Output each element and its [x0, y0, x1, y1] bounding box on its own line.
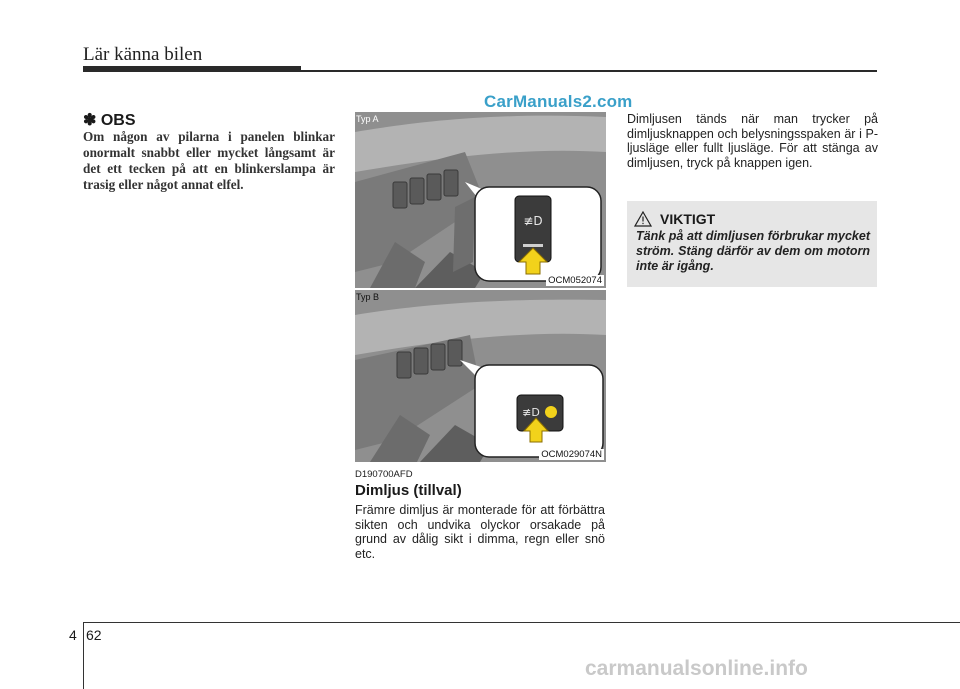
- footer-rule-vertical: [83, 622, 84, 689]
- obs-text: Om någon av pilarna i panelen blinkar onormalt snabbt eller mycket långsamt är det ett tecken på att en blinkerslampa är trasig eller något annat elfel.: [83, 129, 335, 192]
- page-number: 62: [86, 627, 102, 643]
- figure-b-illustration: [355, 290, 606, 462]
- warning-triangle-icon: [634, 211, 652, 227]
- section-title: Dimljus (tillval): [355, 482, 462, 499]
- page-header-title: Lär känna bilen: [83, 44, 203, 65]
- svg-text:≢D: ≢D: [523, 214, 543, 228]
- figure-a-label: Typ A: [356, 114, 379, 124]
- obs-heading: ✽ OBS: [83, 112, 136, 129]
- right-column-text: Dimljusen tänds när man trycker på dimljusknappen och belysningsspaken är i P-ljusläge eller fullt ljusläge. För att stänga av dimljusen, tryck på knappen igen.: [627, 112, 878, 170]
- figure-a-code: OCM052074: [548, 275, 602, 286]
- svg-text:≢D: ≢D: [522, 406, 540, 419]
- figure-b-label: Typ B: [356, 292, 380, 302]
- header-rule-thick: [83, 66, 301, 72]
- header-rule-thin: [301, 70, 877, 72]
- watermark-link[interactable]: CarManuals2.com: [484, 92, 633, 111]
- section-number: 4: [69, 627, 77, 643]
- footer-rule-horizontal: [83, 622, 960, 623]
- section-body-text: Främre dimljus är monterade för att förbättra sikten och undvika olyckor orsakade på grund av dålig sikt i dimma, regn eller snö etc.: [355, 503, 605, 561]
- footer-watermark: carmanualsonline.info: [585, 657, 808, 680]
- figure-b-code: OCM029074N: [541, 449, 602, 460]
- document-code: D190700AFD: [355, 469, 413, 480]
- warning-title: VIKTIGT: [660, 211, 716, 227]
- warning-text: Tänk på att dimljusen förbrukar mycket ström. Stäng därför av dem om motorn inte är igång.: [636, 229, 870, 273]
- figure-a-illustration: [355, 112, 606, 288]
